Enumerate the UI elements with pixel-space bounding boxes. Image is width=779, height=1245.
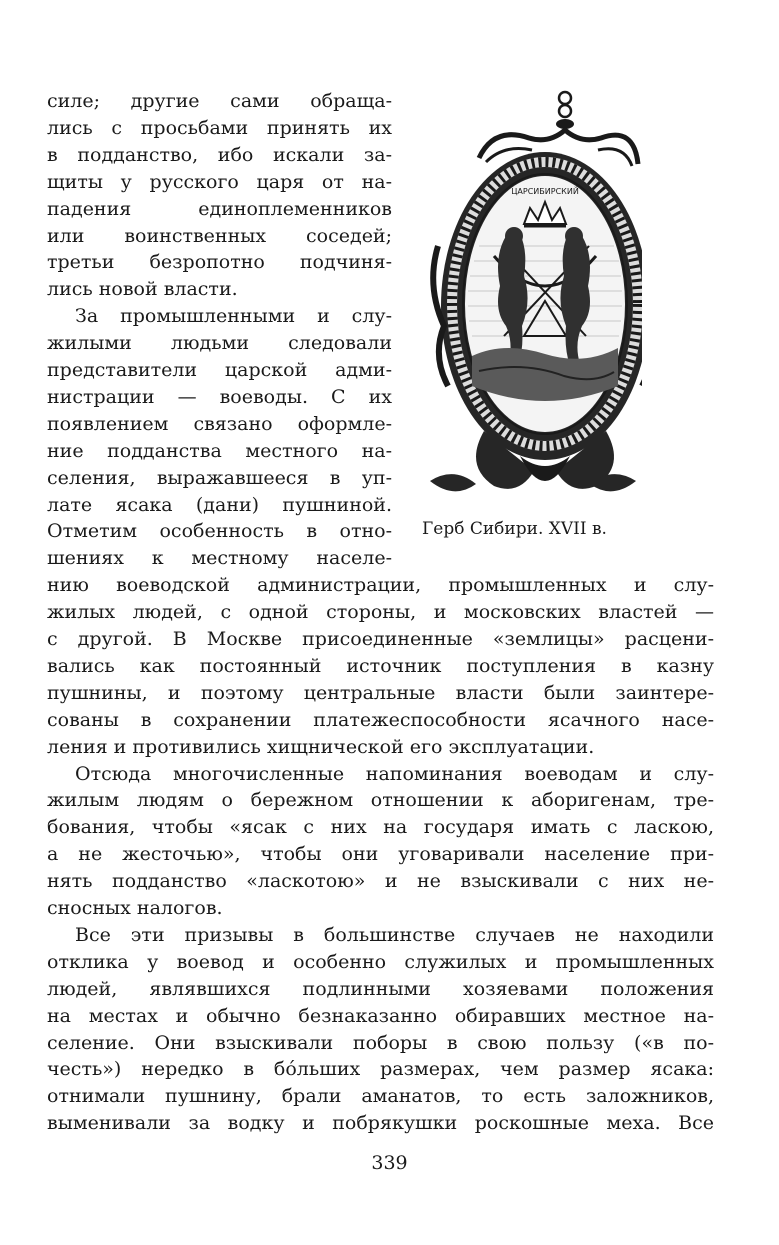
text-line: щиты у русского царя от на- <box>47 170 392 193</box>
text-line: нию воеводской администрации, промышленных и слу- <box>47 574 714 597</box>
text-line: нять подданство «ласкотою» и не взыскивали с них не- <box>47 870 714 893</box>
text-line: жилыми людьми следовали <box>47 332 392 355</box>
text-line: жилым людям о бережном отношении к аборигенам, тре- <box>47 789 714 812</box>
text-line: с другой. В Москве присоединенные «землицы» расцени- <box>47 628 714 650</box>
text-line: отнимали пушнину, брали аманатов, то есть заложников, <box>47 1085 714 1108</box>
text-line: лате ясака (дани) пушниной. <box>47 493 392 516</box>
text-line: лись с просьбами принять их <box>47 116 392 139</box>
text-line: отклика у воевод и особенно служилых и промышленных <box>47 950 714 973</box>
siberia-coat-of-arms-image <box>424 86 642 508</box>
text-line: селение. Они взыскивали поборы в свою пользу («в по- <box>47 1031 714 1054</box>
text-line: на местах и обычно безнаказанно обиравших местное на- <box>47 1004 714 1027</box>
text-line: появлением связано оформле- <box>47 412 392 435</box>
text-line: людей, являвшихся подлинными хозяевами положения <box>47 977 714 1000</box>
text-line: ления и противились хищнической его эксплуатации. <box>47 735 595 758</box>
text-line: или воинственных соседей; <box>47 224 392 247</box>
text-line: сованы в сохранении платежеспособности ясачного насе- <box>47 708 714 731</box>
text-line: нистрации — воеводы. С их <box>47 385 392 408</box>
text-line: пушнины, и поэтому центральные власти были заинтере- <box>47 681 714 704</box>
coat-of-arms-illustration <box>424 86 642 508</box>
text-line: лись новой власти. <box>47 278 238 301</box>
text-line: шениях к местному населе- <box>47 547 392 570</box>
text-line: ние подданства местного на- <box>47 439 392 462</box>
text-line: в подданство, ибо искали за- <box>47 143 392 166</box>
text-line: За промышленными и слу- <box>75 305 392 328</box>
text-line: силе; другие сами обраща- <box>47 90 392 112</box>
text-line: вались как постоянный источник поступления в казну <box>47 654 714 677</box>
text-line: бования, чтобы «ясак с них на государя имать с ласкою, <box>47 816 714 839</box>
text-line: падения единоплеменников <box>47 197 392 220</box>
text-line: Отсюда многочисленные напоминания воеводам и слу- <box>75 762 714 785</box>
text-line: сносных налогов. <box>47 897 223 919</box>
text-line: Все эти призывы в большинстве случаев не находили <box>75 923 714 946</box>
text-line: жилых людей, с одной стороны, и московских властей — <box>47 601 714 624</box>
text-line: честь») нередко в бóльших размерах, чем размер ясака: <box>47 1058 714 1081</box>
text-line: селения, выражавшееся в уп- <box>47 466 392 489</box>
emblem-inscription: ЦАРСИБИРСКИЙ <box>511 187 579 196</box>
text-line: а не жесточью», чтобы они уговаривали население при- <box>47 843 714 866</box>
text-line: представители царской адми- <box>47 359 392 381</box>
text-line: выменивали за водку и побрякушки роскошные меха. Все <box>47 1112 714 1135</box>
figure-caption: Герб Сибири. XVII в. <box>422 519 607 539</box>
text-line: третьи безропотно подчиня- <box>47 251 392 274</box>
text-line: Отметим особенность в отно- <box>47 520 392 543</box>
page-number: 339 <box>371 1152 408 1174</box>
